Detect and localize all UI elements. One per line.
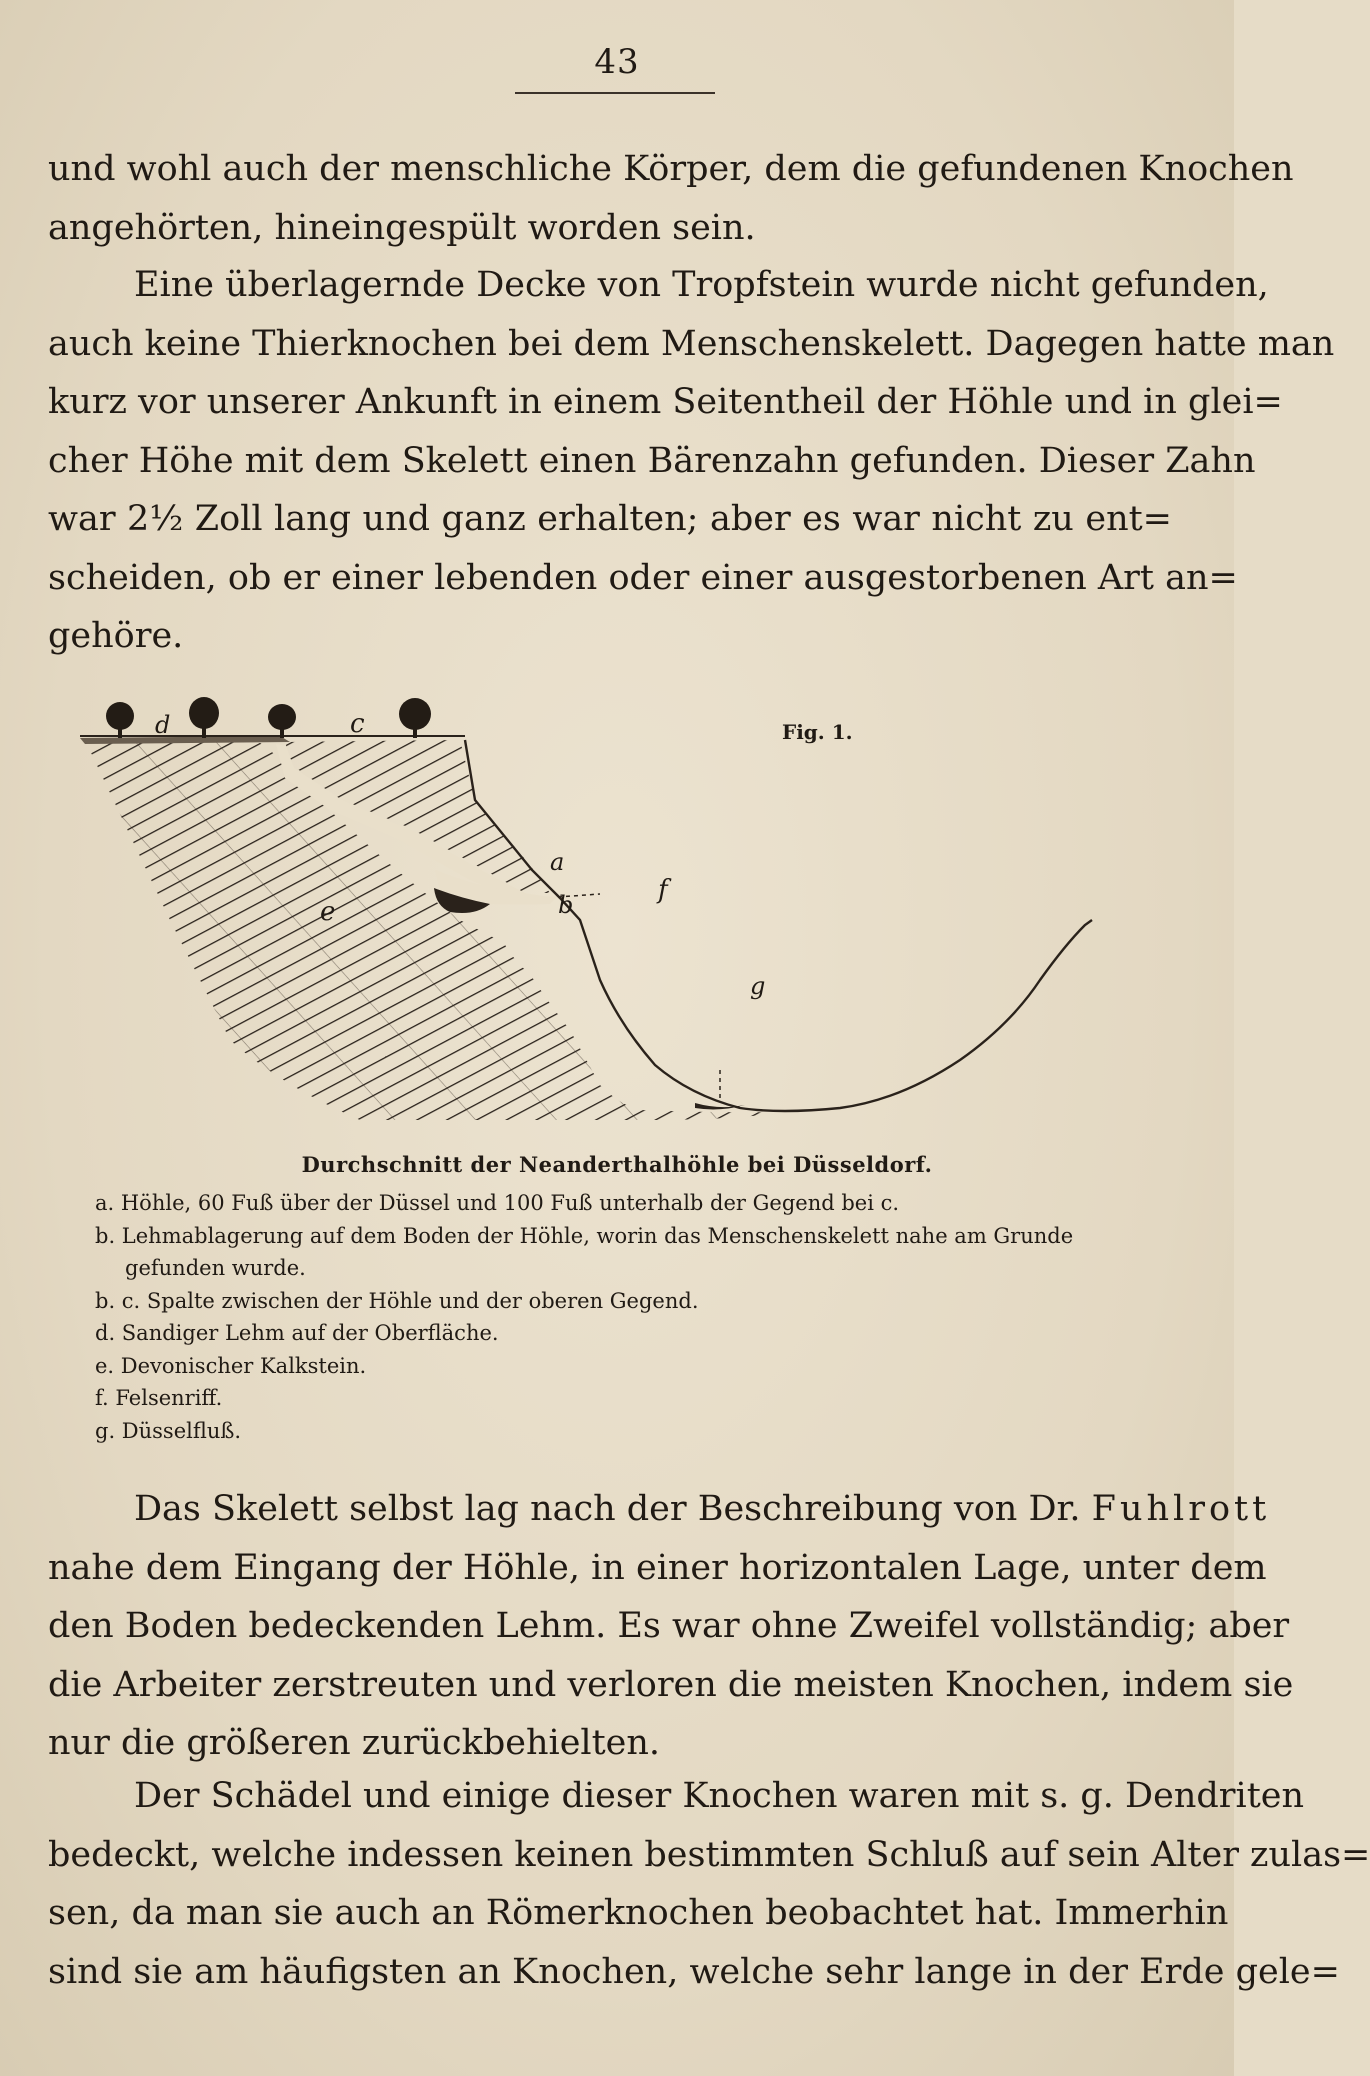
- text-line: und wohl auch der menschliche Körper, dem die gefundenen Knochen: [48, 149, 1294, 189]
- cross-section-figure: [80, 680, 1180, 1140]
- legend-item: b. Lehmablagerung auf dem Boden der Höhle, worin das Menschenskelett nahe am Grunde: [95, 1223, 1074, 1248]
- marker-f: f: [658, 875, 668, 905]
- tree-4: [399, 698, 431, 738]
- paragraph-2: [48, 256, 1335, 666]
- figure-label: Fig. 1.: [782, 720, 853, 744]
- figure-caption-title: Durchschnitt der Neanderthalhöhle bei Düsseldorf.: [301, 1152, 933, 1177]
- text-line: [48, 1480, 1271, 1539]
- paragraph-4: [48, 1767, 1370, 2001]
- text-line: gehöre.: [48, 616, 184, 656]
- tree-1: [106, 702, 134, 738]
- text-line: auch keine Thierknochen bei dem Menschenskelett. Dagegen hatte man: [48, 323, 1335, 364]
- legend-item: e. Devonischer Kalkstein.: [95, 1353, 367, 1378]
- paragraph-1: [48, 140, 1294, 257]
- text-line: den Boden bedeckenden Lehm. Es war ohne Zweifel vollständig; aber: [48, 1606, 1290, 1646]
- text-line: Der Schädel und einige dieser Knochen waren mit s. g. Dendriten: [134, 1776, 1305, 1816]
- text-line: angehörten, hineingespült worden sein.: [48, 207, 756, 248]
- paragraph-3: [48, 1480, 1294, 1773]
- tree-2: [189, 697, 219, 738]
- marker-e: e: [320, 897, 336, 927]
- legend-item: d. Sandiger Lehm auf der Oberfläche.: [95, 1321, 499, 1345]
- text-line: scheiden, ob er einer lebenden oder einer ausgestorbenen Art an=: [48, 557, 1238, 598]
- text-line: kurz vor unserer Ankunft in einem Seitentheil der Höhle und in glei=: [48, 382, 1283, 422]
- text-line: bedeckt, welche indessen keinen bestimmten Schluß auf sein Alter zulas=: [48, 1834, 1370, 1875]
- text-line: Eine überlagernde Decke von Tropfstein wurde nicht gefunden,: [134, 265, 1269, 305]
- text-line: war 2½ Zoll lang und ganz erhalten; aber es war nicht zu ent=: [48, 499, 1172, 539]
- legend-item: gefunden wurde.: [125, 1256, 306, 1280]
- page-number: 43: [594, 42, 640, 82]
- legend-item: g. Düsselfluß.: [95, 1418, 242, 1443]
- header-rule: [515, 92, 715, 94]
- marker-g: g: [750, 972, 766, 1000]
- legend-item: f. Felsenriff.: [95, 1386, 223, 1410]
- marker-d: d: [155, 711, 171, 739]
- tree-3: [268, 704, 296, 738]
- marker-b: b: [558, 891, 574, 919]
- legend-item: a. Höhle, 60 Fuß über der Düssel und 100 Fuß unterhalb der Gegend bei c.: [95, 1191, 900, 1215]
- text-line: die Arbeiter zerstreuten und verloren die meisten Knochen, indem sie: [48, 1664, 1294, 1705]
- figure-legend: [95, 1187, 1170, 1447]
- marker-c: c: [350, 709, 365, 739]
- marker-a: a: [550, 848, 565, 876]
- text-line: sind sie am häufigsten an Knochen, welche sehr lange in der Erde gele=: [48, 1951, 1340, 1992]
- text-line: nahe dem Eingang der Höhle, in einer horizontalen Lage, unter dem: [48, 1547, 1267, 1588]
- text-line: sen, da man sie auch an Römerknochen beobachtet hat. Immerhin: [48, 1893, 1229, 1933]
- text-fragment: Das Skelett selbst lag nach der Beschreibung von Dr.: [134, 1489, 1092, 1529]
- text-line: nur die größeren zurückbehielten.: [48, 1723, 661, 1763]
- author-name: Fuhlrott: [1091, 1489, 1271, 1529]
- text-line: cher Höhe mit dem Skelett einen Bärenzahn gefunden. Dieser Zahn: [48, 440, 1256, 481]
- legend-item: b. c. Spalte zwischen der Höhle und der oberen Gegend.: [95, 1288, 699, 1313]
